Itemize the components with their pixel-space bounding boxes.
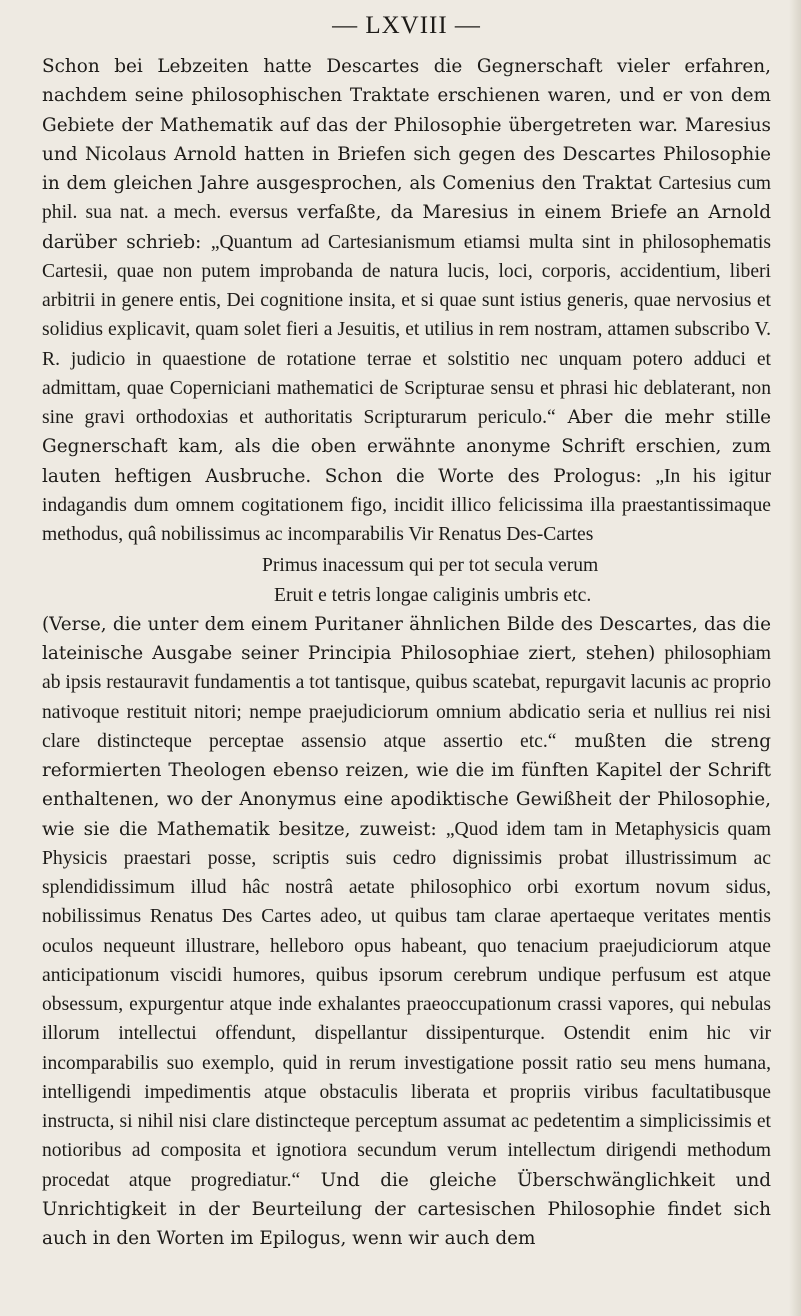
text-run: mußten die streng reformierten Theologen ebenso reizen, wie die im fünften Kapitel der Schrift enthaltenen, wo der Anonymus eine apodiktische Gewißheit der Philosophie, wie sie die Mathematik besitze, zuweist:: [42, 730, 771, 840]
verse-line-1: Primus inacessum qui per tot secula verum: [262, 555, 599, 577]
verse-line-2: Eruit e tetris longae caliginis umbris etc.: [274, 584, 592, 606]
page-edge-shadow: [789, 0, 801, 1316]
latin-quote-chapter5: „Quod idem tam in Metaphysicis quam Physicis praestari posse, scriptis suis cedro dignissimis probat illustrissimum ac splendidissimum illud hâc nostrâ aetate philosophico orbi exortum novum sidus, nobilissimus Renatus Des Cartes adeo, ut quibus tam clarae apertaeque veritates mentis oculos nequeunt illustrare, helleboro opus habeant, quo tenacium praejudiciorum atque anticipationum viscidi humores, quibus ipsorum cerebrum undique perfusum est atque obsessum, expurgentur atque inde exhalantes praeoccupationum crassi vapores, qui nebulas illorum intellectui offendunt, dispellantur dissipenturque. Ostendit enim hic vir incomparabilis suo exemplo, quid in rerum investigatione possit ratio seu mens humana, intelligendi impedimentis atque obstaculis liberata et propriis viribus facultatibusque instructa, si nihil nisi clare distincteque perceptum assumat ac pedetentim a simplicissimis et notioribus ad composita et ignotiora secundum verum intellectum dirigendi methodum procedat atque progrediatur.“: [42, 818, 772, 1191]
text-run: verfaßte, da Maresius in einem Briefe an Arnold darüber schrieb:: [42, 202, 772, 253]
text-run: Schon bei Lebzeiten hatte Descartes die Gegnerschaft vieler erfahren, nachdem seine philosophischen Traktate erschienen waren, und er von dem Gebiete der Mathematik auf das der Philosophie übergetreten war. Maresius und Nicolaus Arnold hatten in Briefen sich gegen des Descartes Philosophie in dem gleichen Jahre ausgesprochen, als Comenius den Traktat: [42, 56, 771, 194]
text-run: (Verse, die unter dem einem Puritaner ähnlichen Bilde des Descartes, das die lateinische Ausgabe seiner Principia Philosophiae ziert, stehen): [42, 613, 771, 664]
latin-quote-prologus-cont: philosophiam ab ipsis restauravit fundamentis a tot tantisque, quibus scatebat, repurgavit lacunis ac proprio nativoque restituit nitori; nempe praejudiciorum omnium abdicatio seria et nullius rei nisi clare distincteque perceptae assensio atque assertio etc.“: [42, 643, 771, 752]
latin-title: Cartesius cum phil. sua nat. a mech. eversus: [42, 173, 771, 224]
paragraph-anonymus: [42, 610, 771, 1254]
latin-quote-prologus: „In his igitur indagandis dum omnem cogitationem figo, incidit illico felicissima illa praestantissimaque methodus, quâ nobilissimus ac incomparabilis Vir Renatus Des-Cartes: [42, 465, 771, 545]
verse-quote: [42, 551, 771, 610]
text-run: Aber die mehr stille Gegnerschaft kam, als die oben erwähnte anonyme Schrift erschien, zum lauten heftigen Ausbruche. Schon die Worte des Prologus:: [42, 407, 771, 487]
paragraph-maresius: [42, 52, 771, 549]
latin-quote-maresius: „Quantum ad Cartesianismum etiamsi multa sint in philosophematis Cartesii, quae non putem improbanda de natura lucis, loci, corporis, accidentium, liberi arbitrii in genere entis, Dei cognitione insita, et si quae sunt istius generis, quae nervosius et solidius explicavit, quam solet fieri a Jesuitis, et utilius in rem nostram, attamen subscribo V. R. judicio in quaestione de rotatione terrae et solstitio nec unquam potero adduci et admittam, quae Coperniciani mathematici de Scripturae sensu et phrasi hic deblaterant, non sine gravi orthodoxias et authoritatis Scripturarum periculo.“: [42, 231, 771, 428]
text-run: Und die gleiche Überschwänglichkeit und Unrichtigkeit in der Beurteilung der cartesischen Philosophie findet sich auch in den Worten im Epilogus, wenn wir auch dem: [42, 1169, 772, 1249]
page-number: — LXVIII —: [332, 12, 481, 39]
